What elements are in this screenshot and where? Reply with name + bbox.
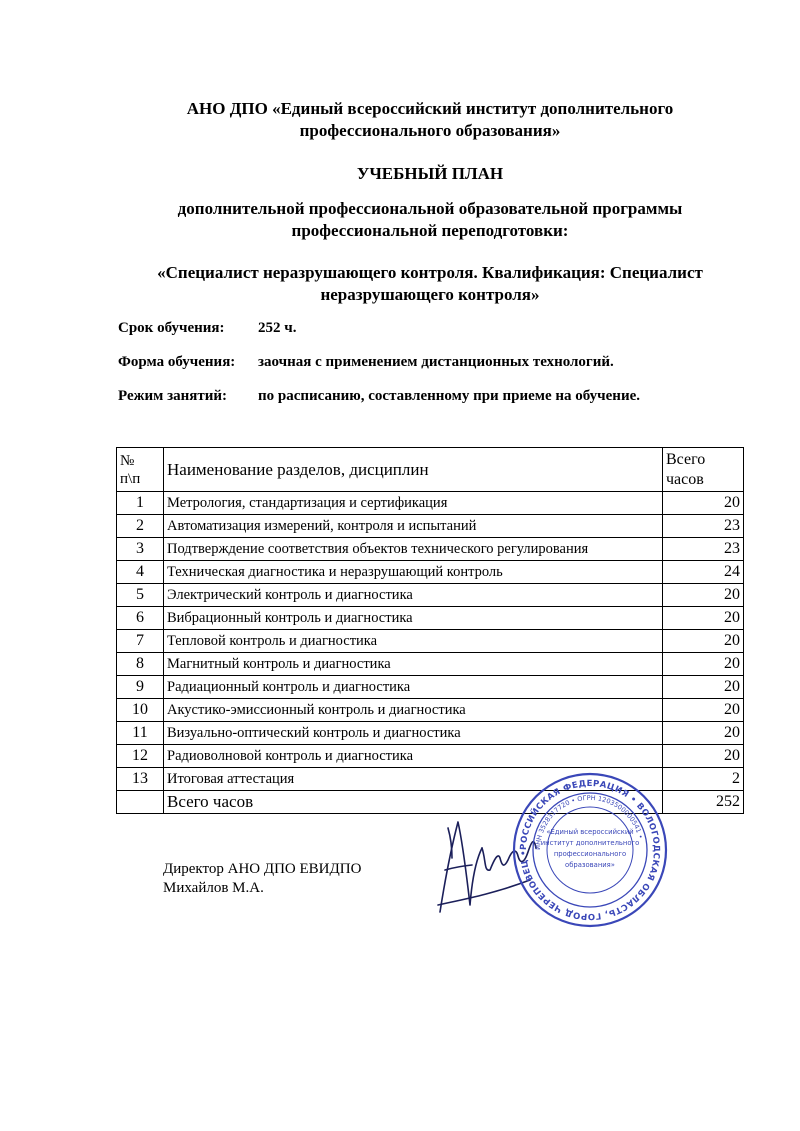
- col-hours-header-line-2: часов: [666, 470, 704, 488]
- stamp-center-line-1: «Единый всероссийский: [546, 828, 634, 836]
- row-discipline: Автоматизация измерений, контроля и испытаний: [164, 515, 663, 538]
- organization-stamp: [514, 774, 666, 926]
- duration-label: Срок обучения:: [118, 320, 225, 336]
- stamp-inner-textpath: ИНН 3528317720 • ОГРН 1203500000541 •: [533, 793, 645, 851]
- col-name-header: Наименование разделов, дисциплин: [164, 448, 663, 492]
- institute-line-1: АНО ДПО «Единый всероссийский институт дополнительного: [186, 99, 674, 118]
- row-discipline: Радиационный контроль и диагностика: [164, 676, 663, 699]
- row-discipline: Визуально-оптический контроль и диагностика: [164, 722, 663, 745]
- row-discipline: Подтверждение соответствия объектов технического регулирования: [164, 538, 663, 561]
- row-hours: 23: [663, 538, 744, 561]
- row-hours: 2: [663, 768, 744, 791]
- row-discipline: Радиоволновой контроль и диагностика: [164, 745, 663, 768]
- col-hours-header-line-1: Всего: [666, 450, 706, 468]
- stamp-outer-textpath: РОССИЙСКАЯ ФЕДЕРАЦИЯ • ВОЛОГОДСКАЯ ОБЛАСТЬ, ГОРОД ЧЕРЕПОВЕЦ •: [518, 778, 662, 922]
- row-hours: 20: [663, 584, 744, 607]
- program-line-2: профессиональной переподготовки:: [291, 221, 569, 240]
- course-line-1: «Специалист неразрушающего контроля. Квалификация: Специалист: [157, 263, 703, 282]
- row-number: 7: [117, 630, 164, 653]
- row-number: 2: [117, 515, 164, 538]
- row-discipline: Магнитный контроль и диагностика: [164, 653, 663, 676]
- row-hours: 20: [663, 722, 744, 745]
- stamp-center-line-4: образования»: [565, 861, 615, 869]
- row-discipline: Вибрационный контроль и диагностика: [164, 607, 663, 630]
- row-discipline: Техническая диагностика и неразрушающий контроль: [164, 561, 663, 584]
- institute-line-2: профессионального образования»: [299, 121, 561, 140]
- row-number: 11: [117, 722, 164, 745]
- course-line-2: неразрушающего контроля»: [320, 285, 540, 304]
- total-label: Всего часов: [164, 791, 663, 814]
- form-label: Форма обучения:: [118, 354, 236, 370]
- col-num-header-line-2: п\п: [120, 470, 141, 487]
- row-hours: 20: [663, 630, 744, 653]
- col-num-header-line-1: №: [120, 452, 135, 469]
- row-number: 1: [117, 492, 164, 515]
- row-number: 3: [117, 538, 164, 561]
- row-discipline: Метрология, стандартизация и сертификация: [164, 492, 663, 515]
- row-number: 9: [117, 676, 164, 699]
- duration-value: 252 ч.: [258, 320, 297, 336]
- row-discipline: Акустико-эмиссионный контроль и диагностика: [164, 699, 663, 722]
- row-hours: 20: [663, 607, 744, 630]
- total-hours: 252: [663, 791, 744, 814]
- row-number: 5: [117, 584, 164, 607]
- row-number: 12: [117, 745, 164, 768]
- director-name: Михайлов М.А.: [163, 880, 264, 896]
- row-discipline: Итоговая аттестация: [164, 768, 663, 791]
- row-number: 10: [117, 699, 164, 722]
- row-discipline: Электрический контроль и диагностика: [164, 584, 663, 607]
- row-hours: 20: [663, 492, 744, 515]
- row-hours: 23: [663, 515, 744, 538]
- mode-value: по расписанию, составленному при приеме на обучение.: [258, 388, 640, 404]
- row-number: 6: [117, 607, 164, 630]
- row-hours: 20: [663, 745, 744, 768]
- form-value: заочная с применением дистанционных технологий.: [258, 354, 614, 370]
- stamp-center-line-3: профессионального: [553, 850, 627, 858]
- row-number: 8: [117, 653, 164, 676]
- row-hours: 20: [663, 699, 744, 722]
- row-hours: 24: [663, 561, 744, 584]
- row-number: 4: [117, 561, 164, 584]
- plan-title: УЧЕБНЫЙ ПЛАН: [356, 164, 504, 183]
- mode-label: Режим занятий:: [118, 388, 228, 404]
- row-discipline: Тепловой контроль и диагностика: [164, 630, 663, 653]
- director-title: Директор АНО ДПО ЕВИДПО: [163, 861, 362, 877]
- row-number: 13: [117, 768, 164, 791]
- row-hours: 20: [663, 676, 744, 699]
- program-line-1: дополнительной профессиональной образовательной программы: [177, 199, 683, 218]
- stamp-center-line-2: институт дополнительного: [540, 839, 640, 847]
- row-hours: 20: [663, 653, 744, 676]
